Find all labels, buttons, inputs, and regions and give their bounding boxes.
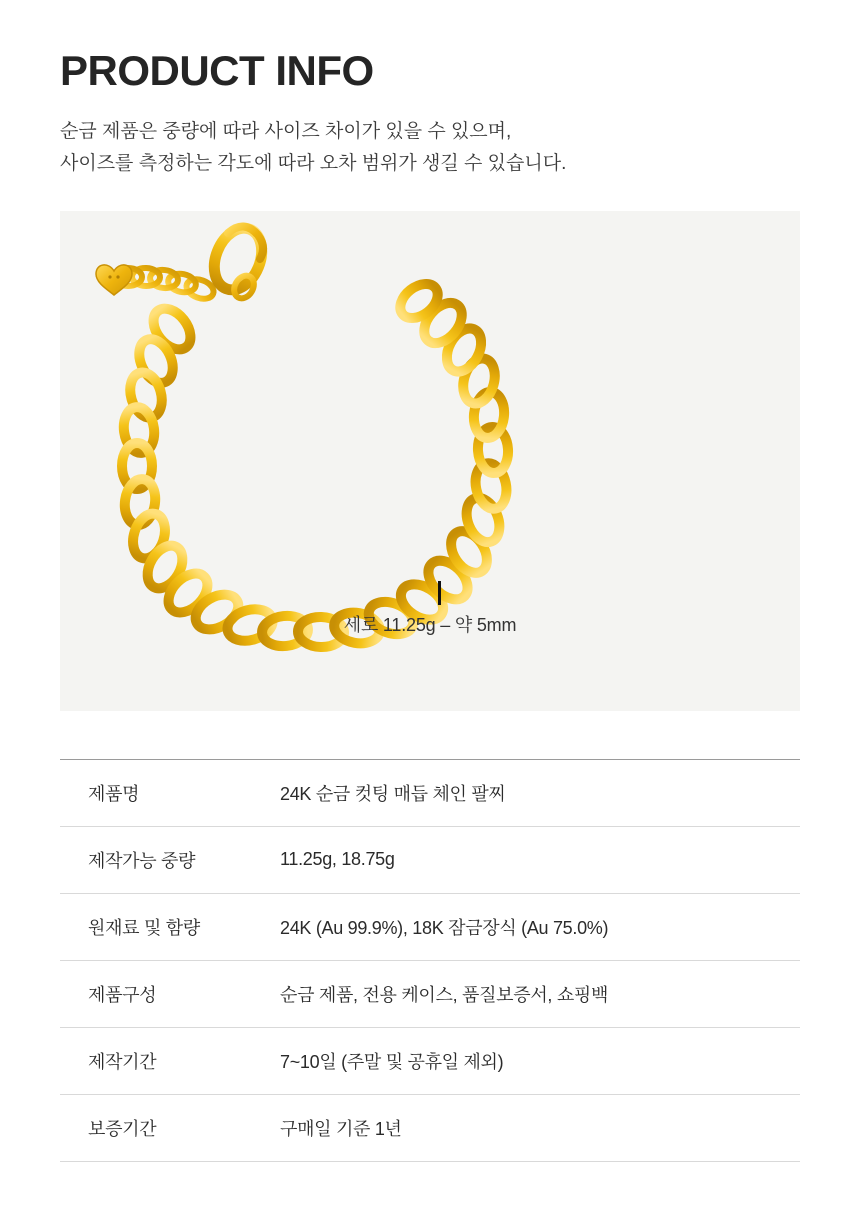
page-title: PRODUCT INFO [60,47,374,94]
spec-label: 보증기간 [88,1118,157,1139]
page-subtitle [60,116,800,179]
spec-value: 24K 순금 컷팅 매듭 체인 팔찌 [280,783,506,804]
page-header [0,0,860,179]
spec-label: 제품구성 [88,984,157,1005]
subtitle-line-2: 사이즈를 측정하는 각도에 따라 오차 범위가 생길 수 있습니다. [60,152,567,174]
spec-value: 11.25g, 18.75g [280,849,395,870]
heart-charm-icon [96,265,132,295]
spec-value: 7~10일 (주말 및 공휴일 제외) [280,1051,504,1072]
measurement-tick [438,581,441,605]
spec-label: 제품명 [88,783,140,804]
table-row [60,893,800,960]
spec-table [60,759,800,1162]
table-row [60,759,800,826]
table-row [60,1094,800,1161]
product-image-panel [60,211,800,711]
bracelet-icon [60,211,800,671]
table-row [60,1027,800,1094]
image-caption: 세로 11.25g – 약 5mm [343,614,517,635]
spec-label: 원재료 및 함량 [88,917,200,938]
table-row [60,960,800,1027]
spec-value: 구매일 기준 1년 [280,1118,402,1139]
table-row [60,826,800,893]
subtitle-line-1: 순금 제품은 중량에 따라 사이즈 차이가 있을 수 있으며, [60,121,512,143]
spec-value: 24K (Au 99.9%), 18K 잠금장식 (Au 75.0%) [280,917,609,938]
spec-label: 제작가능 중량 [88,850,196,871]
spec-value: 순금 제품, 전용 케이스, 품질보증서, 쇼핑백 [280,984,609,1005]
bracelet-illustration [60,211,800,671]
spec-label: 제작기간 [88,1051,157,1072]
